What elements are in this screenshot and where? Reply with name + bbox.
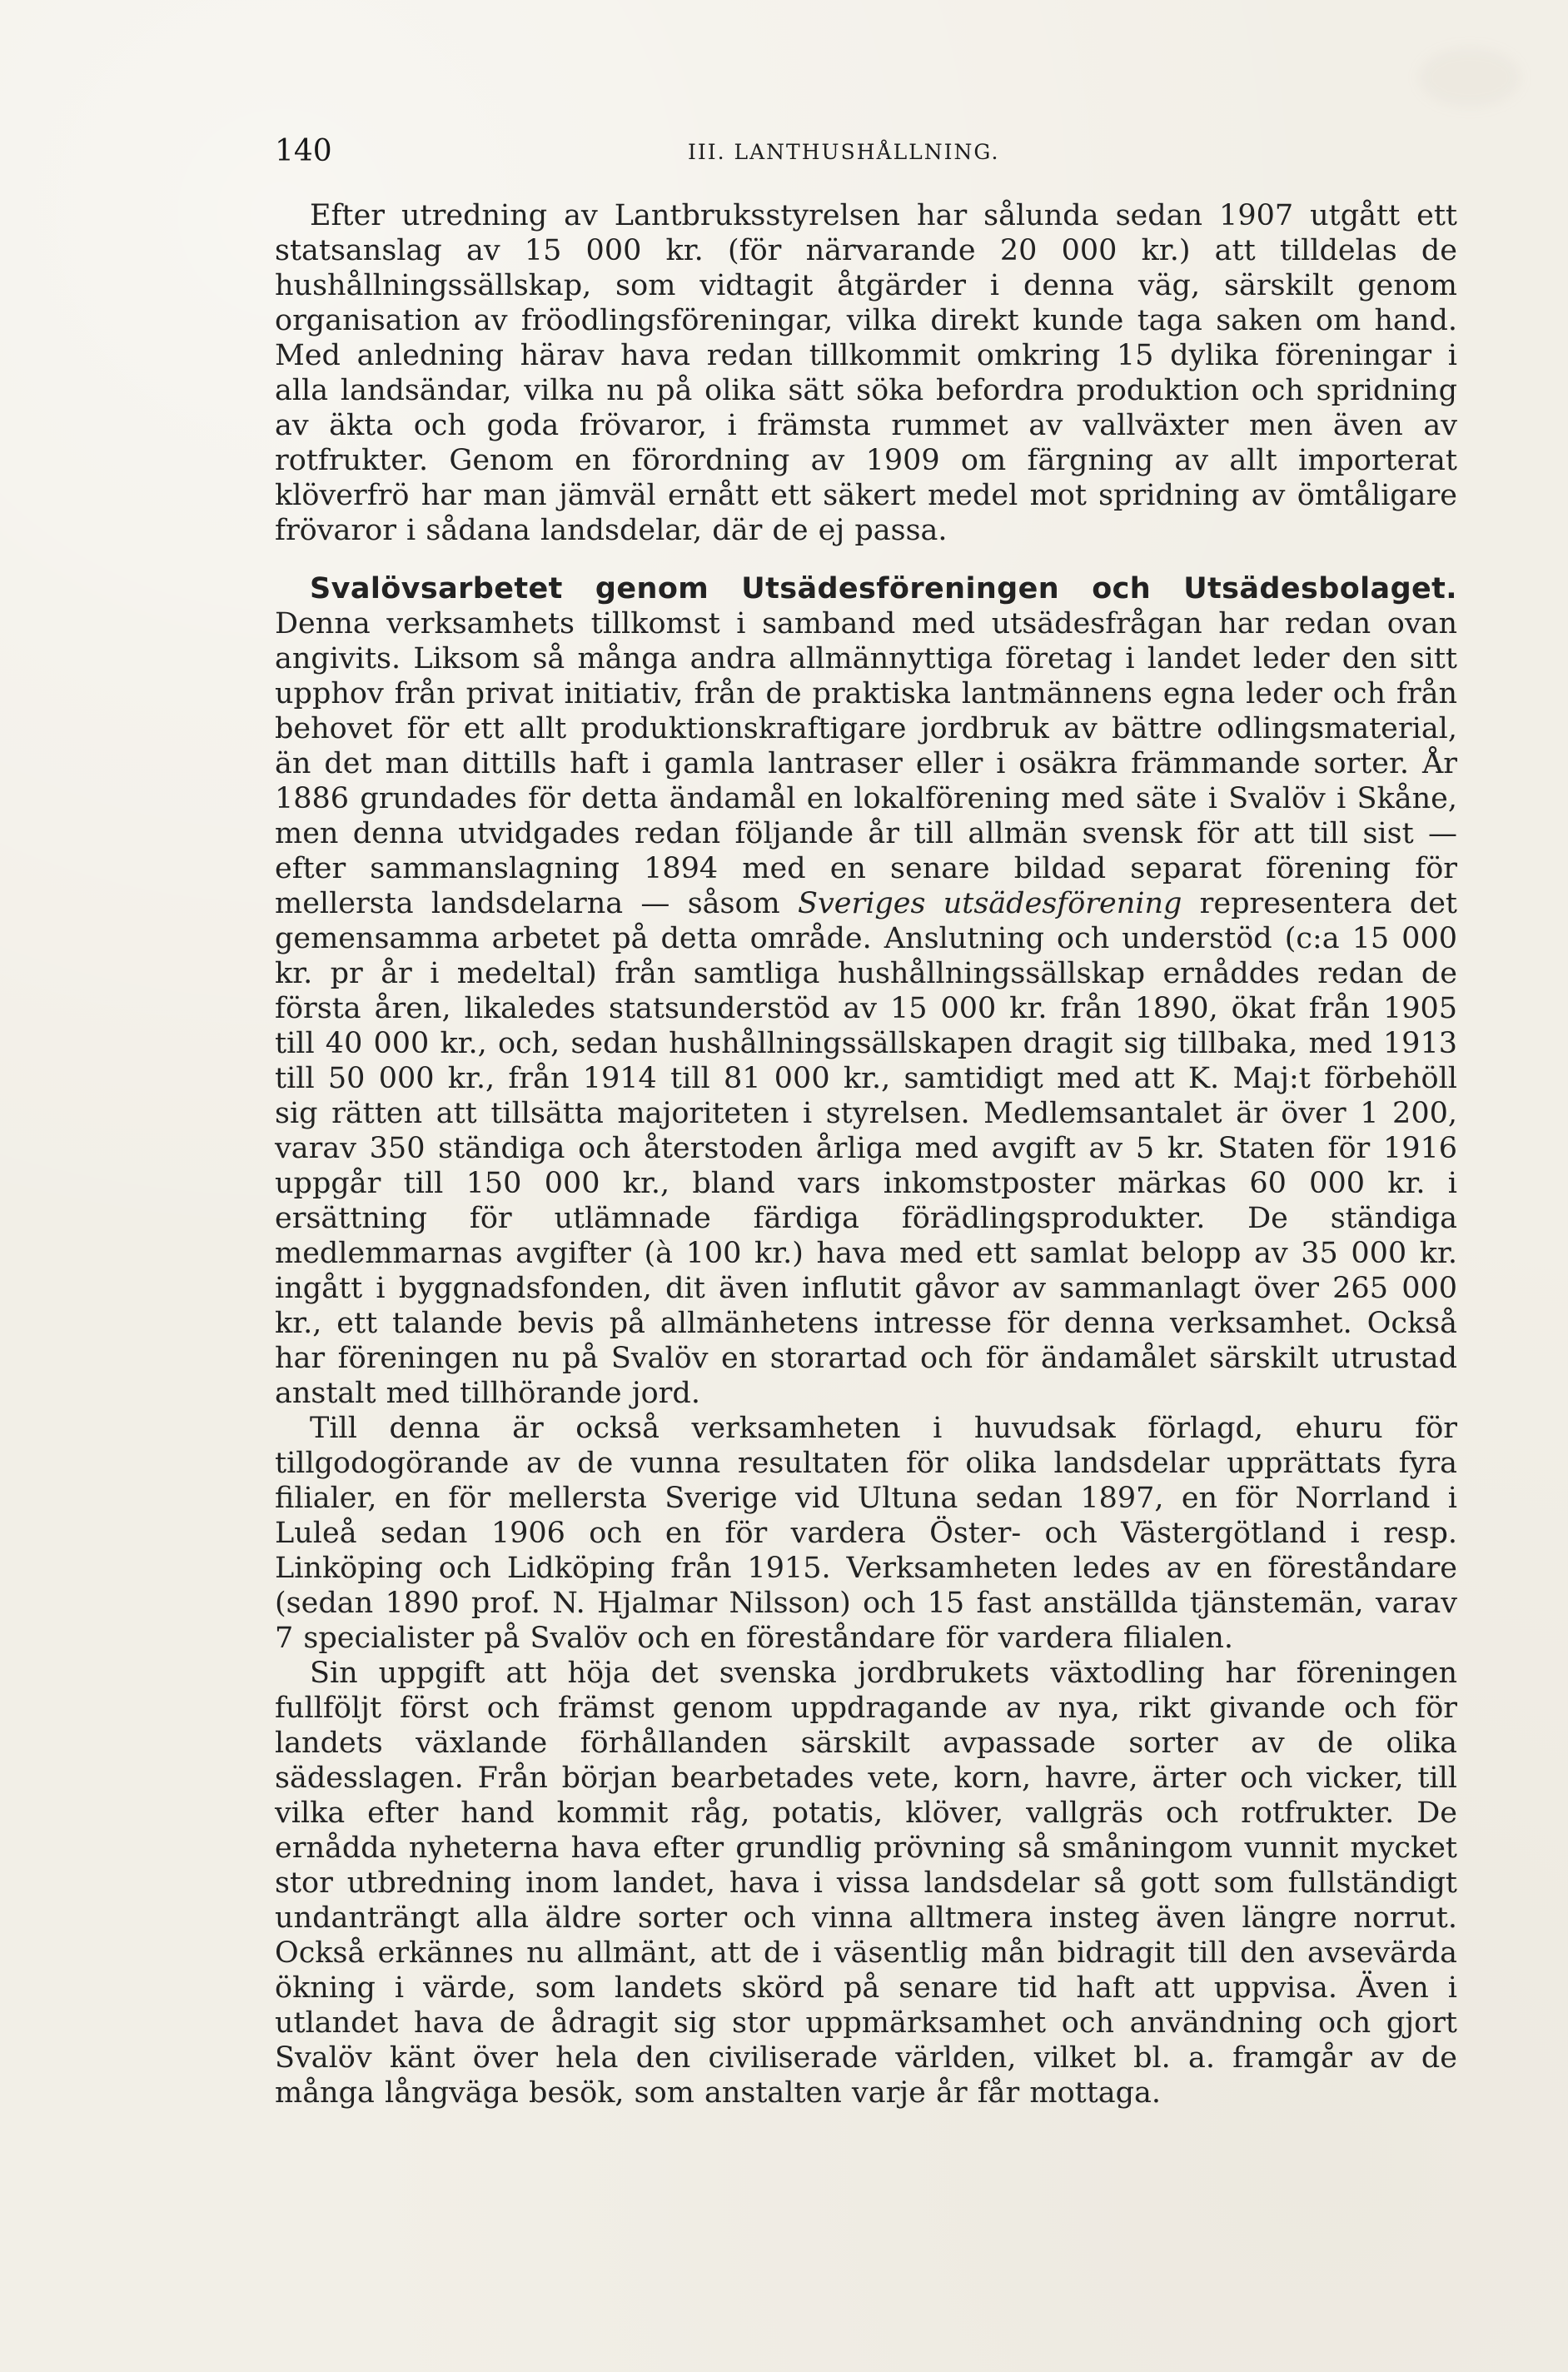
- paragraph-2: [275, 571, 1457, 1411]
- running-head: III. LANTHUSHÅLLNING.: [688, 140, 1000, 164]
- paragraph-3: Till denna är också verksamheten i huvudsak förlagd, ehuru för tillgodogörande av de vunna resultaten för olika landsdelar upprättats fyra filialer, en för mellersta Sverige vid Ultuna sedan 1897, en för Norrland i Luleå sedan 1906 och en för vardera Öster- och Västergötland i resp. Linköping och Lidköping från 1915. Verksamheten ledes av en föreståndare (sedan 1890 prof. N. Hjalmar Nilsson) och 15 fast anställda tjänstemän, varav 7 specialister på Svalöv och en föreståndare för vardera filialen.: [275, 1412, 1457, 1655]
- section-heading: Svalövsarbetet genom Utsädesföreningen och Utsädesbolaget.: [310, 572, 1457, 605]
- paragraph-2-italic-text: Sveriges utsädesförening: [798, 887, 1182, 920]
- page-number: 140: [275, 134, 332, 168]
- article-body: [275, 198, 1457, 2110]
- paragraph-4: Sin uppgift att höja det svenska jordbrukets växtodling har föreningen fullföljt först och främst genom uppdragande av nya, rikt givande och för landets växlande förhållanden särskilt avpassade sorter av de olika sädesslagen. Från början bearbetades vete, korn, havre, ärter och vicker, till vilka efter hand kommit råg, potatis, klöver, vallgräs och rotfrukter. De ernådda nyheterna hava efter grundlig prövning så småningom vunnit mycket stor utbredning inom landet, hava i vissa landsdelar så gott som fullständigt undanträngt alla äldre sorter och vinna alltmera insteg även längre norrut. Också erkännes nu allmänt, att de i väsentlig mån bidragit till den avsevärda ökning i värde, som landets skörd på senare tid haft att uppvisa. Även i utlandet hava de ådragit sig stor uppmärksamhet och användning och gjort Svalöv känt över hela den civiliserade världen, vilket bl. a. framgår av de många långväga besök, som anstalten varje år får mottaga.: [275, 1657, 1457, 2110]
- page-header: [275, 135, 1457, 168]
- paragraph-2-text-a: Denna verksamhets tillkomst i samband med utsädesfrågan har redan ovan angivits. Liksom så många andra allmännyttiga företag i landet leder den sitt upphov från privat initiativ, från de praktiska lantmännens egna leder och från behovet för ett allt produktionskraftigare jordbruk av bättre odlingsmaterial, än det man dittills haft i gamla lantraser eller i osäkra främmande sorter. År 1886 grundades för detta ändamål en lokalförening med säte i Svalöv i Skåne, men denna utvidgades redan följande år till allmän svensk för att till sist — efter sammanslagning 1894 med en senare bildad separat förening för mellersta landsdelarna — såsom: [275, 607, 1457, 920]
- paragraph-2-text-b: representera det gemensamma arbetet på detta område. Anslutning och understöd (c:a 15 000 kr. pr år i medeltal) från samtliga hushållningssällskap ernåddes redan de första åren, likaledes statsunderstöd av 15 000 kr. från 1890, ökat från 1905 till 40 000 kr., och, sedan hushållningssällskapen dragit sig tillbaka, med 1913 till 50 000 kr., från 1914 till 81 000 kr., samtidigt med att K. Maj:t förbehöll sig rätten att tillsätta majoriteten i styrelsen. Medlemsantalet är över 1 200, varav 350 ständiga och återstoden årliga med avgift av 5 kr. Staten för 1916 uppgår till 150 000 kr., bland vars inkomstposter märkas 60 000 kr. i ersättning för utlämnade färdiga förädlingsprodukter. De ständiga medlemmarnas avgifter (à 100 kr.) hava med ett samlat belopp av 35 000 kr. ingått i byggnadsfonden, dit även influtit gåvor av sammanlagt över 265 000 kr., ett talande bevis på allmänhetens intresse för denna verksamhet. Också har föreningen nu på Svalöv en storartad och för ändamålet särskilt utrustad anstalt med tillhörande jord.: [275, 887, 1457, 1410]
- paper-stain: [1420, 48, 1520, 107]
- paragraph-1: Efter utredning av Lantbruksstyrelsen har sålunda sedan 1907 utgått ett statsanslag av 15 000 kr. (för närvarande 20 000 kr.) att tilldelas de hushållningssällskap, som vidtagit åtgärder i denna väg, särskilt genom organisation av fröodlingsföreningar, vilka direkt kunde taga saken om hand. Med anledning härav hava redan tillkommit omkring 15 dylika föreningar i alla landsändar, vilka nu på olika sätt söka befordra produktion och spridning av äkta och goda frövaror, i främsta rummet av vallväxter men även av rotfrukter. Genom en förordning av 1909 om färgning av allt importerat klöverfrö har man jämväl ernått ett säkert medel mot spridning av ömtåligare frövaror i sådana landsdelar, där de ej passa.: [275, 199, 1457, 547]
